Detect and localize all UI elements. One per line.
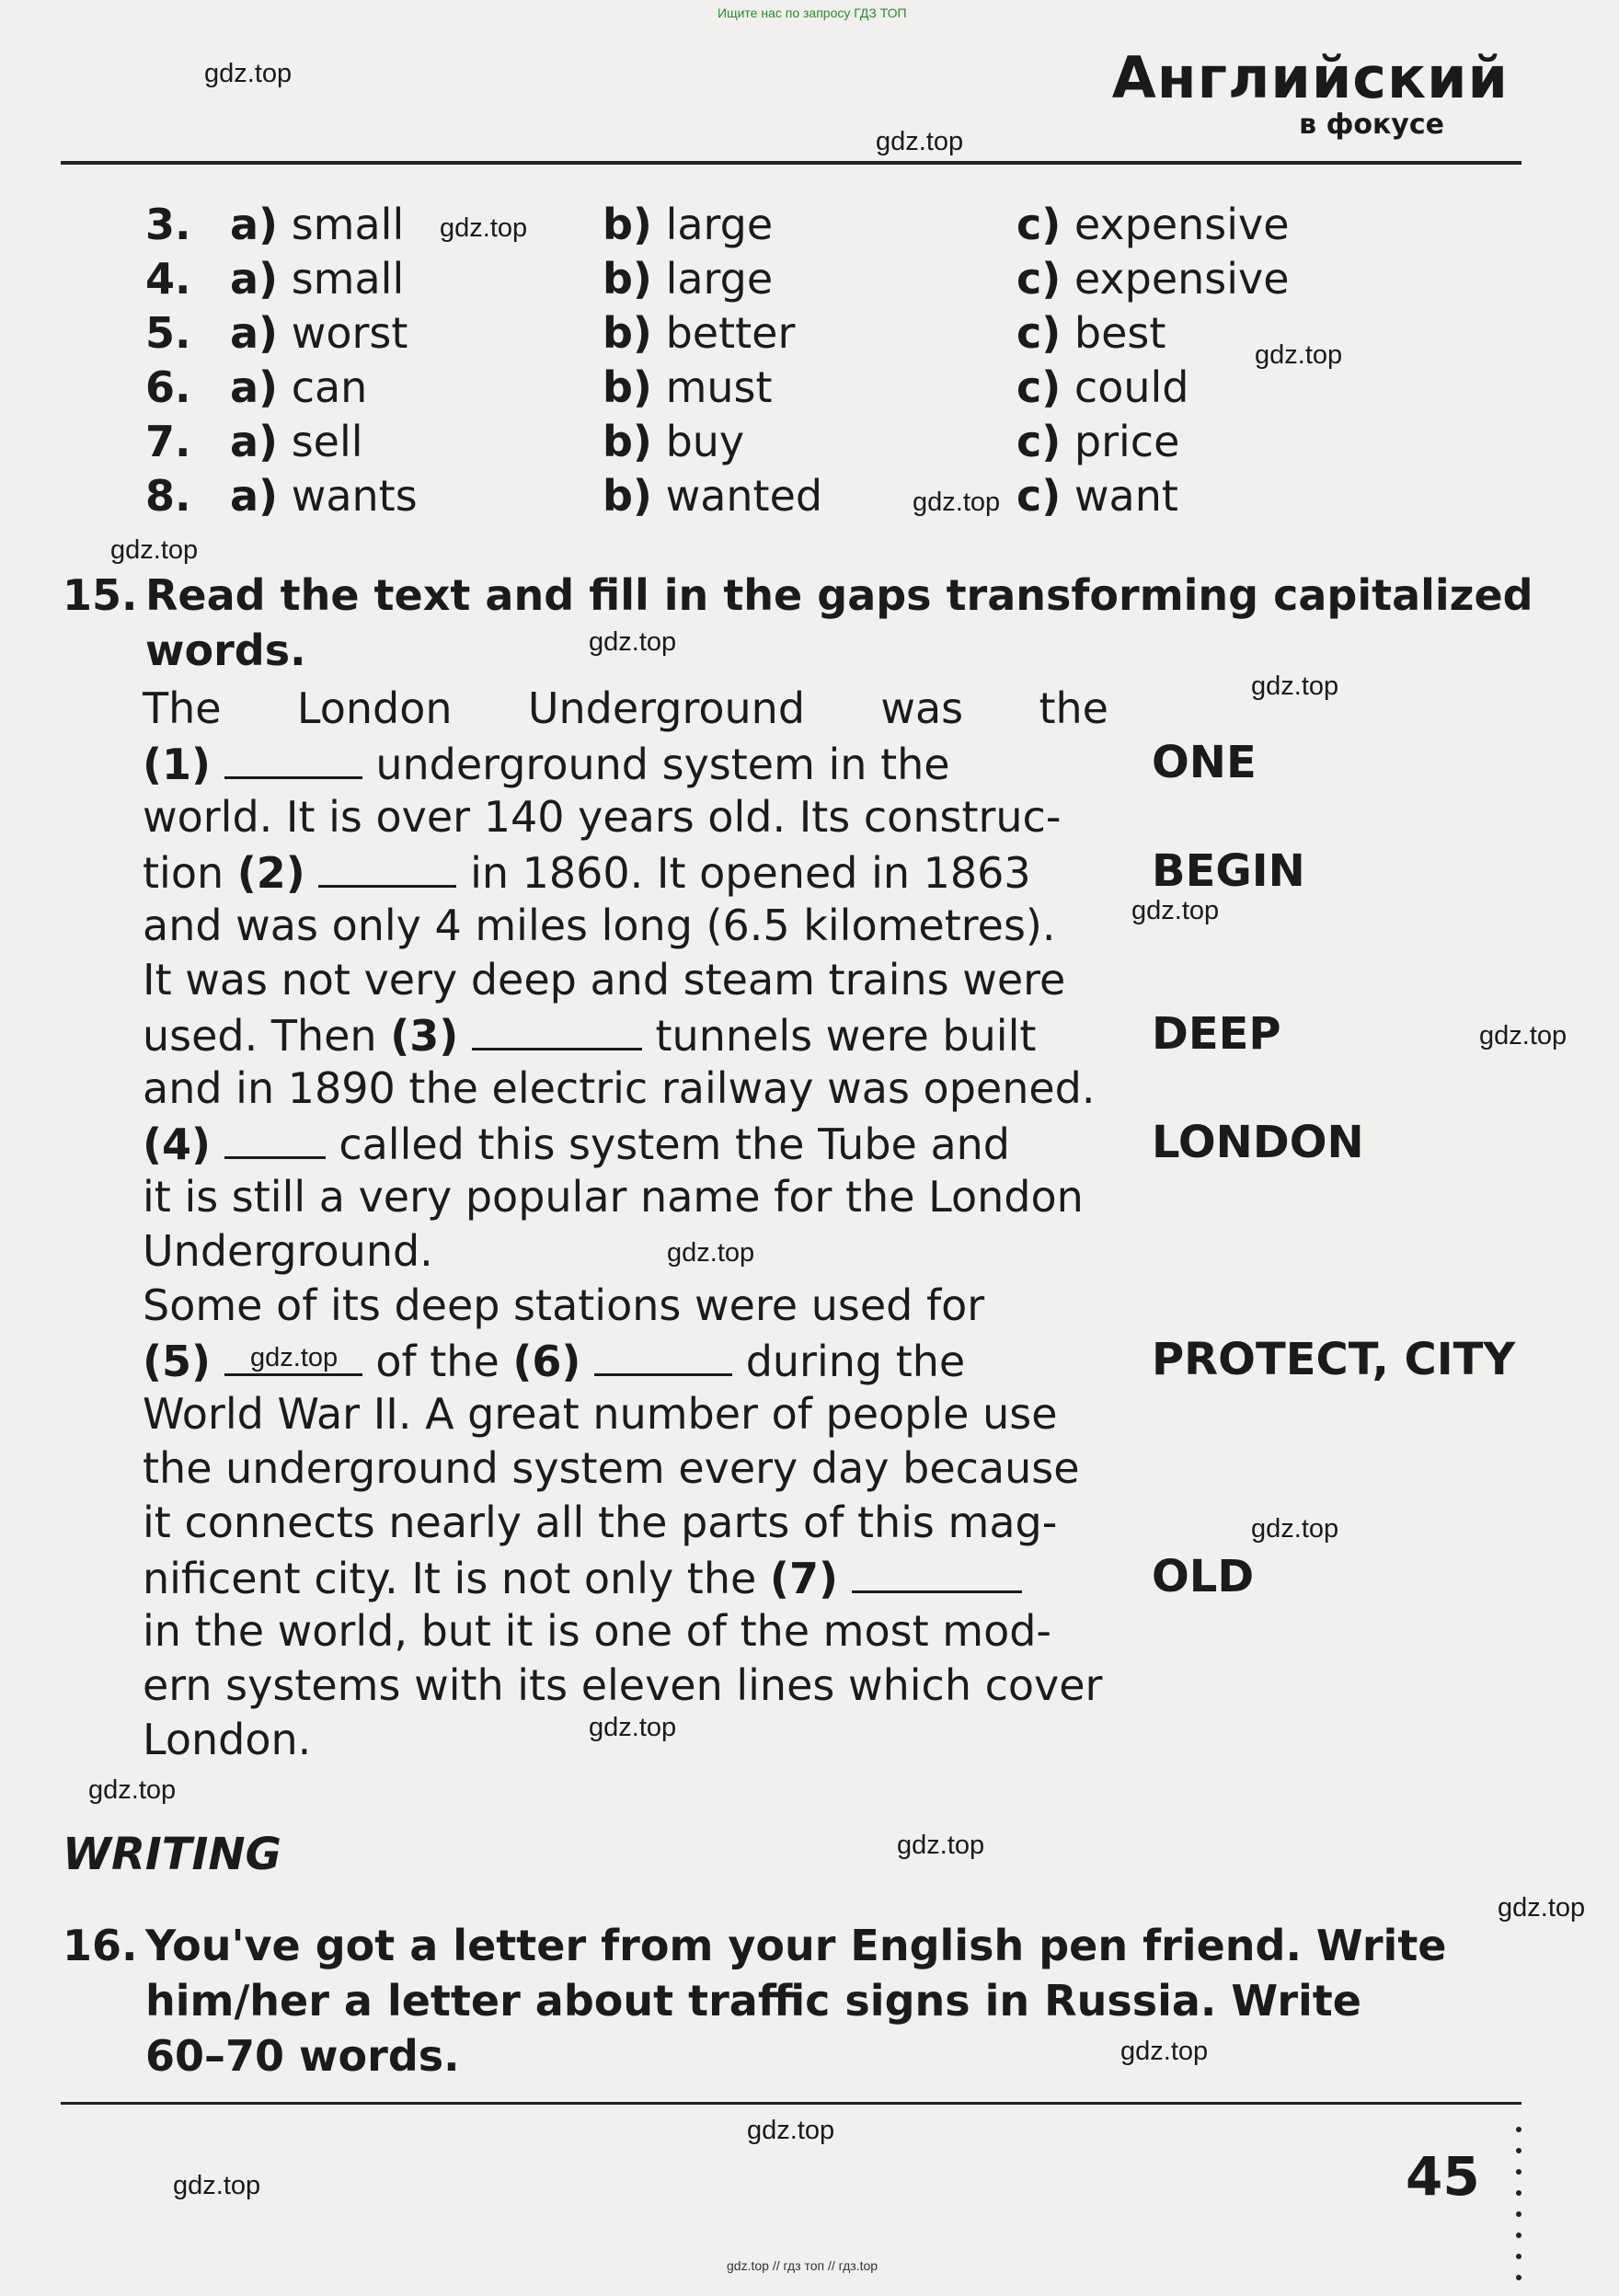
text-line: ern systems with its eleven lines which cover [143,1660,1103,1710]
gap-5[interactable] [224,1333,362,1376]
text-line: the underground system every day because [143,1443,1080,1493]
page-number: 45 [1406,2145,1480,2208]
task-16-line [63,1918,1447,1973]
text: in 1860. It opened in 1863 [470,848,1031,898]
watermark: gdz.top [913,488,1001,517]
options-row [138,198,1518,251]
watermark: gdz.top [1479,1021,1567,1050]
option-a: a) small [230,200,405,249]
task-title-line: words. [145,626,306,675]
watermark: gdz.top [667,1238,755,1268]
task-number: 16. [63,1921,138,1970]
option-c: c) expensive [1016,200,1290,249]
text-line: in the world, but it is one of the most mod- [143,1606,1052,1656]
logo-subtitle: в фокусе [1299,109,1444,141]
watermark: gdz.top [589,627,677,657]
option-a: a) sell [230,417,363,466]
top-rule [61,161,1521,165]
option-number: 5. [145,308,191,358]
watermark: gdz.top [897,1831,985,1860]
watermark: gdz.top [1255,340,1343,370]
option-b: b) large [603,200,774,249]
watermark: gdz.top [589,1713,677,1742]
text-line: London. [143,1715,312,1764]
option-c: c) want [1016,471,1178,521]
text-line [143,1007,1108,1062]
options-row [138,252,1518,305]
watermark: gdz.top [440,213,528,243]
task-text: him/her a letter about traffic signs in Russia. Write [145,1976,1361,2026]
keyword: DEEP [1152,1008,1281,1060]
keyword: OLD [1152,1551,1255,1602]
option-b: b) must [603,362,773,412]
page-edge-dots [1516,2127,1521,2296]
text: tunnels were built [655,1011,1037,1061]
gap-2[interactable] [318,844,456,888]
option-number: 4. [145,254,191,304]
text-line [143,844,1108,900]
option-c: c) price [1016,417,1180,466]
task-number: 15. [63,570,138,620]
text-line: It was not very deep and steam trains were [143,955,1066,1004]
gap-label: (5) [143,1337,212,1386]
watermark: gdz.top [110,535,199,565]
bottom-note: gdz.top // гдз топ // гдз.top [727,2258,878,2273]
gap-label: (1) [143,740,212,789]
option-c: c) expensive [1016,254,1290,304]
watermark: gdz.top [173,2171,261,2200]
text-line: world. It is over 140 years old. Its construc- [143,792,1062,842]
word: the [1039,683,1108,733]
option-number: 8. [145,471,191,521]
text-line: Some of its deep stations were used for [143,1280,985,1330]
text-line [143,682,1108,735]
watermark: gdz.top [876,127,964,156]
word: Underground [527,683,806,733]
task-title-line: Read the text and fill in the gaps transforming capitalized [145,570,1533,620]
options-row [138,415,1518,468]
gap-1[interactable] [224,736,362,779]
task-text: You've got a letter from your English pen friend. Write [145,1921,1447,1970]
text-line: World War II. A great number of people use [143,1389,1058,1439]
text-line [143,1333,1108,1388]
section-heading: WRITING [63,1829,281,1880]
gap-3[interactable] [472,1007,642,1050]
text: called this system the Tube and [339,1119,1011,1169]
text-line: and was only 4 miles long (6.5 kilometres). [143,901,1056,950]
logo-title: Английский [1111,44,1509,111]
option-number: 6. [145,362,191,412]
task-text: 60–70 words. [145,2031,460,2081]
text: nificent city. It is not only the (7) [143,1554,838,1603]
option-c: c) best [1016,308,1166,358]
options-row [138,469,1518,522]
text: underground system in the [375,740,950,789]
option-b: b) buy [603,417,745,466]
task-16-line [63,1973,1361,2028]
text-line: and in 1890 the electric railway was opened. [143,1063,1096,1113]
keyword: PROTECT, CITY [1152,1334,1516,1385]
option-a: a) wants [230,471,418,521]
word: was [880,683,964,733]
option-number: 3. [145,200,191,249]
watermark: gdz.top [1120,2037,1209,2066]
bottom-rule [61,2102,1521,2105]
option-b: b) better [603,308,796,358]
option-a: a) small [230,254,405,304]
gap-7[interactable] [852,1550,1022,1593]
option-a: a) worst [230,308,408,358]
text-line [143,736,1108,791]
task-15-title [63,568,1533,623]
keyword: ONE [1152,737,1257,788]
watermark: gdz.top [88,1775,177,1805]
text-line: it connects nearly all the parts of this mag- [143,1498,1058,1547]
text: of the (6) [375,1337,581,1386]
options-row [138,361,1518,414]
option-b: b) wanted [603,471,823,521]
text-line: Underground. [143,1226,433,1276]
text-line [143,1116,1108,1171]
keyword: LONDON [1152,1117,1364,1168]
gap-4[interactable] [224,1116,326,1159]
task-15-title-cont [63,623,306,678]
top-note: Ищите нас по запросу ГДЗ ТОП [718,6,907,20]
text: during the [745,1337,966,1386]
watermark: gdz.top [204,59,293,88]
word: London [296,683,453,733]
watermark: gdz.top [747,2116,835,2145]
watermark: gdz.top [250,1343,339,1372]
text-line [143,1550,1108,1605]
keyword: BEGIN [1152,845,1305,897]
task-16-line [63,2028,460,2084]
gap-6[interactable] [594,1333,732,1376]
option-a: a) can [230,362,368,412]
gap-label: (4) [143,1119,212,1169]
gap-label: used. Then (3) [143,1011,459,1061]
watermark: gdz.top [1251,672,1339,701]
watermark: gdz.top [1251,1514,1339,1544]
watermark: gdz.top [1498,1893,1586,1923]
option-c: c) could [1016,362,1189,412]
text-line: it is still a very popular name for the London [143,1172,1084,1222]
watermark: gdz.top [1131,896,1220,925]
option-b: b) large [603,254,774,304]
gap-label: tion (2) [143,848,305,898]
word: The [143,683,222,733]
options-row [138,306,1518,360]
option-number: 7. [145,417,191,466]
